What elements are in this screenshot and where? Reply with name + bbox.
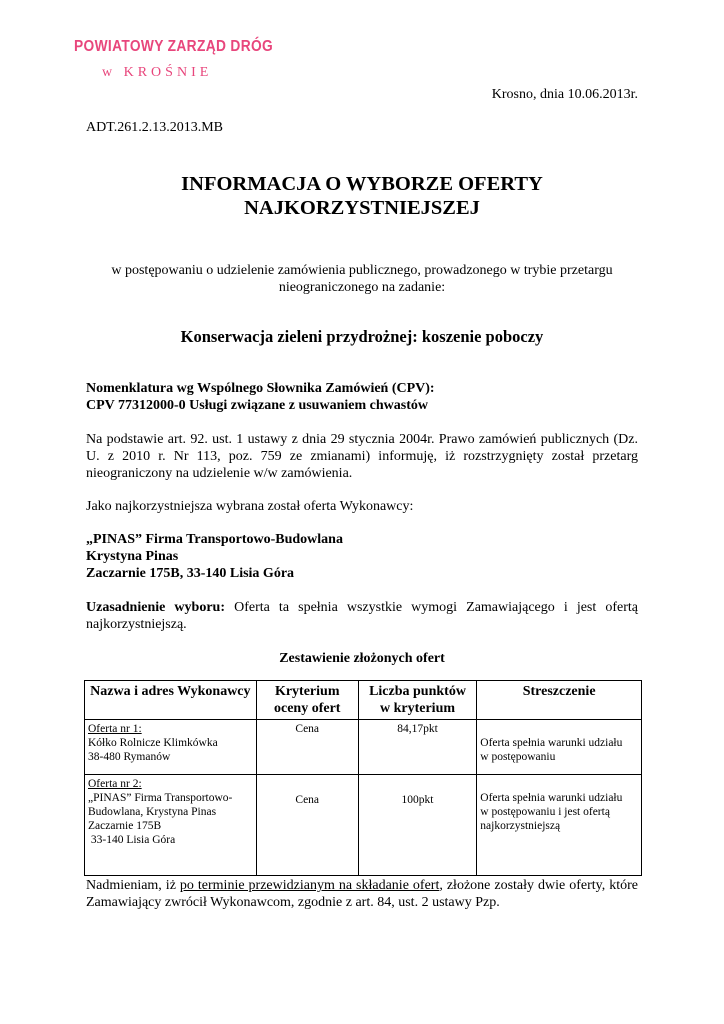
- header-criterion-line-1: Kryterium: [274, 684, 340, 699]
- reason-label: Uzasadnienie wyboru:: [86, 600, 225, 615]
- reference-number: ADT.261.2.13.2013.MB: [86, 120, 224, 135]
- summary-line: najkorzystniejszą: [480, 820, 561, 832]
- header-criterion: [256, 681, 358, 720]
- offer-summary-cell: [477, 775, 642, 876]
- offer-name-line: Budowlana, Krystyna Pinas: [88, 806, 217, 818]
- title-line-1: INFORMACJA O WYBORZE OFERTY: [181, 173, 543, 195]
- reason-text: Oferta ta spełnia wszystkie wymogi Zamawiającego i jest ofertą najkorzystniejszą.: [86, 600, 639, 632]
- closing-part-2: , złożone zostały dwie oferty, które Zamawiający zwrócił Wykonawcom, zgodnie z art. 84, ust. 2 ustawy Pzp.: [86, 878, 638, 910]
- winning-contractor: [86, 531, 638, 582]
- offer-criterion-cell: Cena: [256, 720, 358, 775]
- place-date: Krosno, dnia 10.06.2013r.: [491, 87, 638, 102]
- offer-points-cell: 100pkt: [358, 775, 477, 876]
- contractor-line-3: Zaczarnie 175B, 33-140 Lisia Góra: [86, 566, 295, 581]
- offer-name-cell: [85, 720, 257, 775]
- header-criterion-line-2: oceny ofert: [273, 701, 341, 716]
- legal-basis-paragraph: Na podstawie art. 92. ust. 1 ustawy z dnia 29 stycznia 2004r. Prawo zamówień publicznych (Dz. U. z 2010 r. Nr 113, poz. 759 ze zmianami) informuję, iż rozstrzygnięty został przetarg nieograniczony na udzielenie w/w zamówienia.: [86, 432, 638, 481]
- selection-reason: [86, 599, 638, 633]
- header-name: Nazwa i adres Wykonawcy: [85, 681, 257, 720]
- header-points-line-2: w kryterium: [379, 701, 456, 716]
- closing-paragraph: [86, 877, 638, 911]
- logo: [74, 38, 274, 88]
- offer-number: Oferta nr 1:: [88, 723, 142, 735]
- table-row: [85, 775, 642, 876]
- contractor-line-1: „PINAS” Firma Transportowo-Budowlana: [86, 532, 343, 547]
- offer-name-line: „PINAS” Firma Transportowo-: [88, 792, 233, 804]
- offers-table: [84, 680, 642, 876]
- title-line-2: NAJKORZYSTNIEJSZEJ: [244, 197, 480, 219]
- cpv-line-2: CPV 77312000-0 Usługi związane z usuwaniem chwastów: [86, 398, 428, 413]
- table-title: Zestawienie złożonych ofert: [279, 651, 445, 666]
- offer-name-cell: [85, 775, 257, 876]
- tender-subject: Konserwacja zieleni przydrożnej: koszenie poboczy: [180, 327, 544, 346]
- offer-number: Oferta nr 2:: [88, 778, 142, 790]
- offer-name-line: Zaczarnie 175B: [88, 820, 162, 832]
- chosen-offer-intro: Jako najkorzystniejsza wybrana został oferta Wykonawcy:: [86, 499, 414, 514]
- table-header-row: [85, 681, 642, 720]
- summary-line: Oferta spełnia warunki udziału: [480, 737, 623, 749]
- cpv-line-1: Nomenklatura wg Wspólnego Słownika Zamówień (CPV):: [86, 381, 435, 396]
- summary-line: Oferta spełnia warunki udziału: [480, 792, 623, 804]
- header-summary: Streszczenie: [477, 681, 642, 720]
- table-row: [85, 720, 642, 775]
- document-title: [86, 172, 638, 220]
- closing-part-1: Nadmieniam, iż: [86, 878, 180, 893]
- offer-name-line: 33-140 Lisia Góra: [88, 834, 176, 846]
- closing-underlined: po terminie przewidzianym na składanie ofert: [179, 878, 440, 893]
- offer-criterion-cell: Cena: [256, 775, 358, 876]
- intro-text: w postępowaniu o udzielenie zamówienia publicznego, prowadzonego w trybie przetargu nieograniczonego na zadanie:: [111, 263, 613, 295]
- header-points: [358, 681, 477, 720]
- offer-points-cell: 84,17pkt: [358, 720, 477, 775]
- logo-line-2: w KROŚNIE: [102, 65, 213, 80]
- offer-name-line: 38-480 Rymanów: [88, 751, 171, 763]
- logo-line-1: POWIATOWY ZARZĄD DRÓG: [74, 38, 274, 55]
- header-points-line-1: Liczba punktów: [369, 684, 466, 699]
- summary-line: w postępowaniu i jest ofertą: [480, 806, 610, 818]
- offer-name-line: Kółko Rolnicze Klimkówka: [88, 737, 218, 749]
- cpv-block: [86, 380, 638, 414]
- summary-line: w postępowaniu: [480, 751, 556, 763]
- contractor-line-2: Krystyna Pinas: [86, 549, 179, 564]
- offer-summary-cell: [477, 720, 642, 775]
